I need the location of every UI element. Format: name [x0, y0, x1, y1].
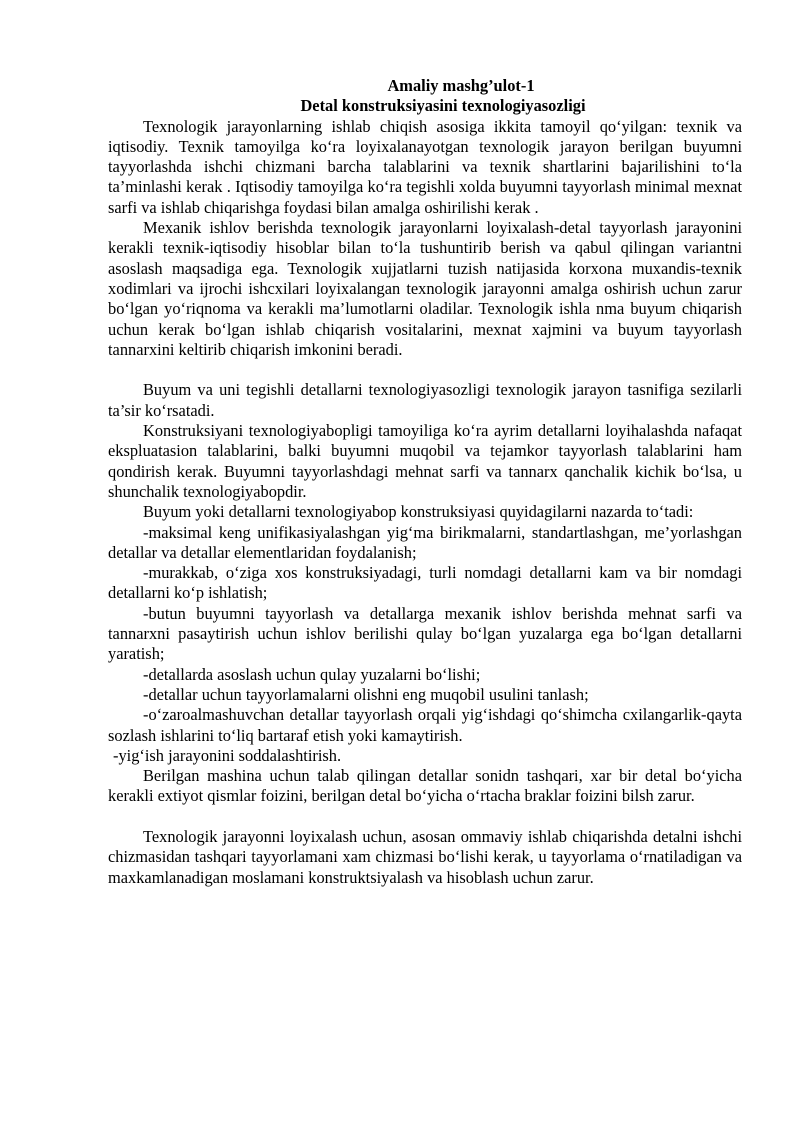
document-subtitle: Detal konstruksiyasini texnologiyasozligi [300, 96, 586, 116]
list-item: -butun buyumni tayyorlash va detallarga mexanik ishlov berishda mehnat sarfi va tannarxni pasaytirish uchun ishlov berilishi qulay bo‘lgan yuzalarga ega bo‘lgan detallarni yaratish; [108, 603, 742, 664]
paragraph: Buyum va uni tegishli detallarni texnologiyasozligi texnologik jarayon tasnifiga sezilarli ta’sir ko‘rsatadi. [108, 380, 742, 420]
paragraph-gap [108, 807, 742, 827]
paragraph: Konstruksiyani texnologiyabopligi tamoyiliga ko‘ra ayrim detallarni loyihalashda nafaqat ekspluatasion talablarini, balki buyumni muqobil va tejamkor tayyorlash talablarini ham qondirish kerak. Buyumni tayyorlashdagi mehnat sarfi va tannarx qanchalik kichik bo‘lsa, u shunchalik texnologiyabopdir. [108, 421, 742, 501]
paragraph: Buyum yoki detallarni texnologiyabop konstruksiyasi quyidagilarni nazarda to‘tadi: [143, 502, 694, 522]
list-item: -maksimal keng unifikasiyalashgan yig‘ma birikmalarni, standartlashgan, me’yorlashgan detallar va detallar elementlaridan foydalanish; [108, 522, 742, 562]
paragraph: Texnologik jarayonni loyixalash uchun, asosan ommaviy ishlab chiqarishda detalni ishchi chizmasidan tashqari tayyorlamani xam chizmasi bo‘lishi kerak, u tayyorlama o‘rnatiladigan va maxkamlanadigan moslamani konstruktsiyalash va hisoblash uchun zarur. [108, 826, 742, 887]
list-item: -yig‘ish jarayonini soddalashtirish. [113, 745, 342, 765]
list-item: -o‘zaroalmashuvchan detallar tayyorlash orqali yig‘ishdagi qo‘shimcha cxilangarlik-qayta sozlash ishlarini to‘liq bartaraf etish yoki kamaytirish. [108, 705, 742, 745]
paragraph-gap [108, 360, 742, 380]
list-item: -detallar uchun tayyorlamalarni olishni eng muqobil usulini tanlash; [143, 684, 589, 704]
list-item: -murakkab, o‘ziga xos konstruksiyadagi, turli nomdagi detallarni kam va bir nomdagi detallarni ko‘p ishlatish; [108, 563, 742, 603]
paragraph: Texnologik jarayonlarning ishlab chiqish asosiga ikkita tamoyil qo‘yilgan: texnik va iqtisodiy. Texnik tamoyilga ko‘ra loyixalanayotgan texnologik jarayon berilgan buyumni tayyorlashda ishchi chizmani barcha talablarini va texnik shartlarini bajarilishini to‘la ta’minlashi kerak . Iqtisodiy tamoyilga ko‘ra tegishli xolda buyumni tayyorlash minimal mexnat sarfi va ishlab chiqarishga foydasi bilan amalga oshirilishi kerak . [108, 116, 742, 217]
list-item: -detallarda asoslash uchun qulay yuzalarni bo‘lishi; [143, 664, 481, 684]
document-title: Amaliy mashg’ulot-1 [387, 76, 535, 95]
paragraph: Berilgan mashina uchun talab qilingan detallar sonidn tashqari, xar bir detal bo‘yicha kerakli extiyot qismlar foizini, berilgan detal bo‘yicha o‘rtacha braklar foizini bilsh zarur. [108, 766, 742, 806]
paragraph: Mexanik ishlov berishda texnologik jarayonlarni loyixalash-detal tayyorlash jarayonini kerakli texnik-iqtisodiy hisoblar bilan to‘la tushuntirib berish va qabul qilingan variantni asoslash maqsadiga ega. Texnologik xujjatlarni tuzish natijasida korxona muxandis-texnik xodimlari va ijrochi ishcxilari loyixalangan texnologik jarayonni amalga oshirish uchun zarur bo‘lgan yo‘riqnoma va kerakli ma’lumotlarni oladilar. Texnologik ishla nma buyum chiqarish uchun kerak bo‘lgan ishlab chiqarish vositalarini, mexnat xajmini va buyum tayyorlash tannarxini keltirib chiqarish imkonini beradi. [108, 218, 742, 359]
document-page [108, 76, 742, 888]
